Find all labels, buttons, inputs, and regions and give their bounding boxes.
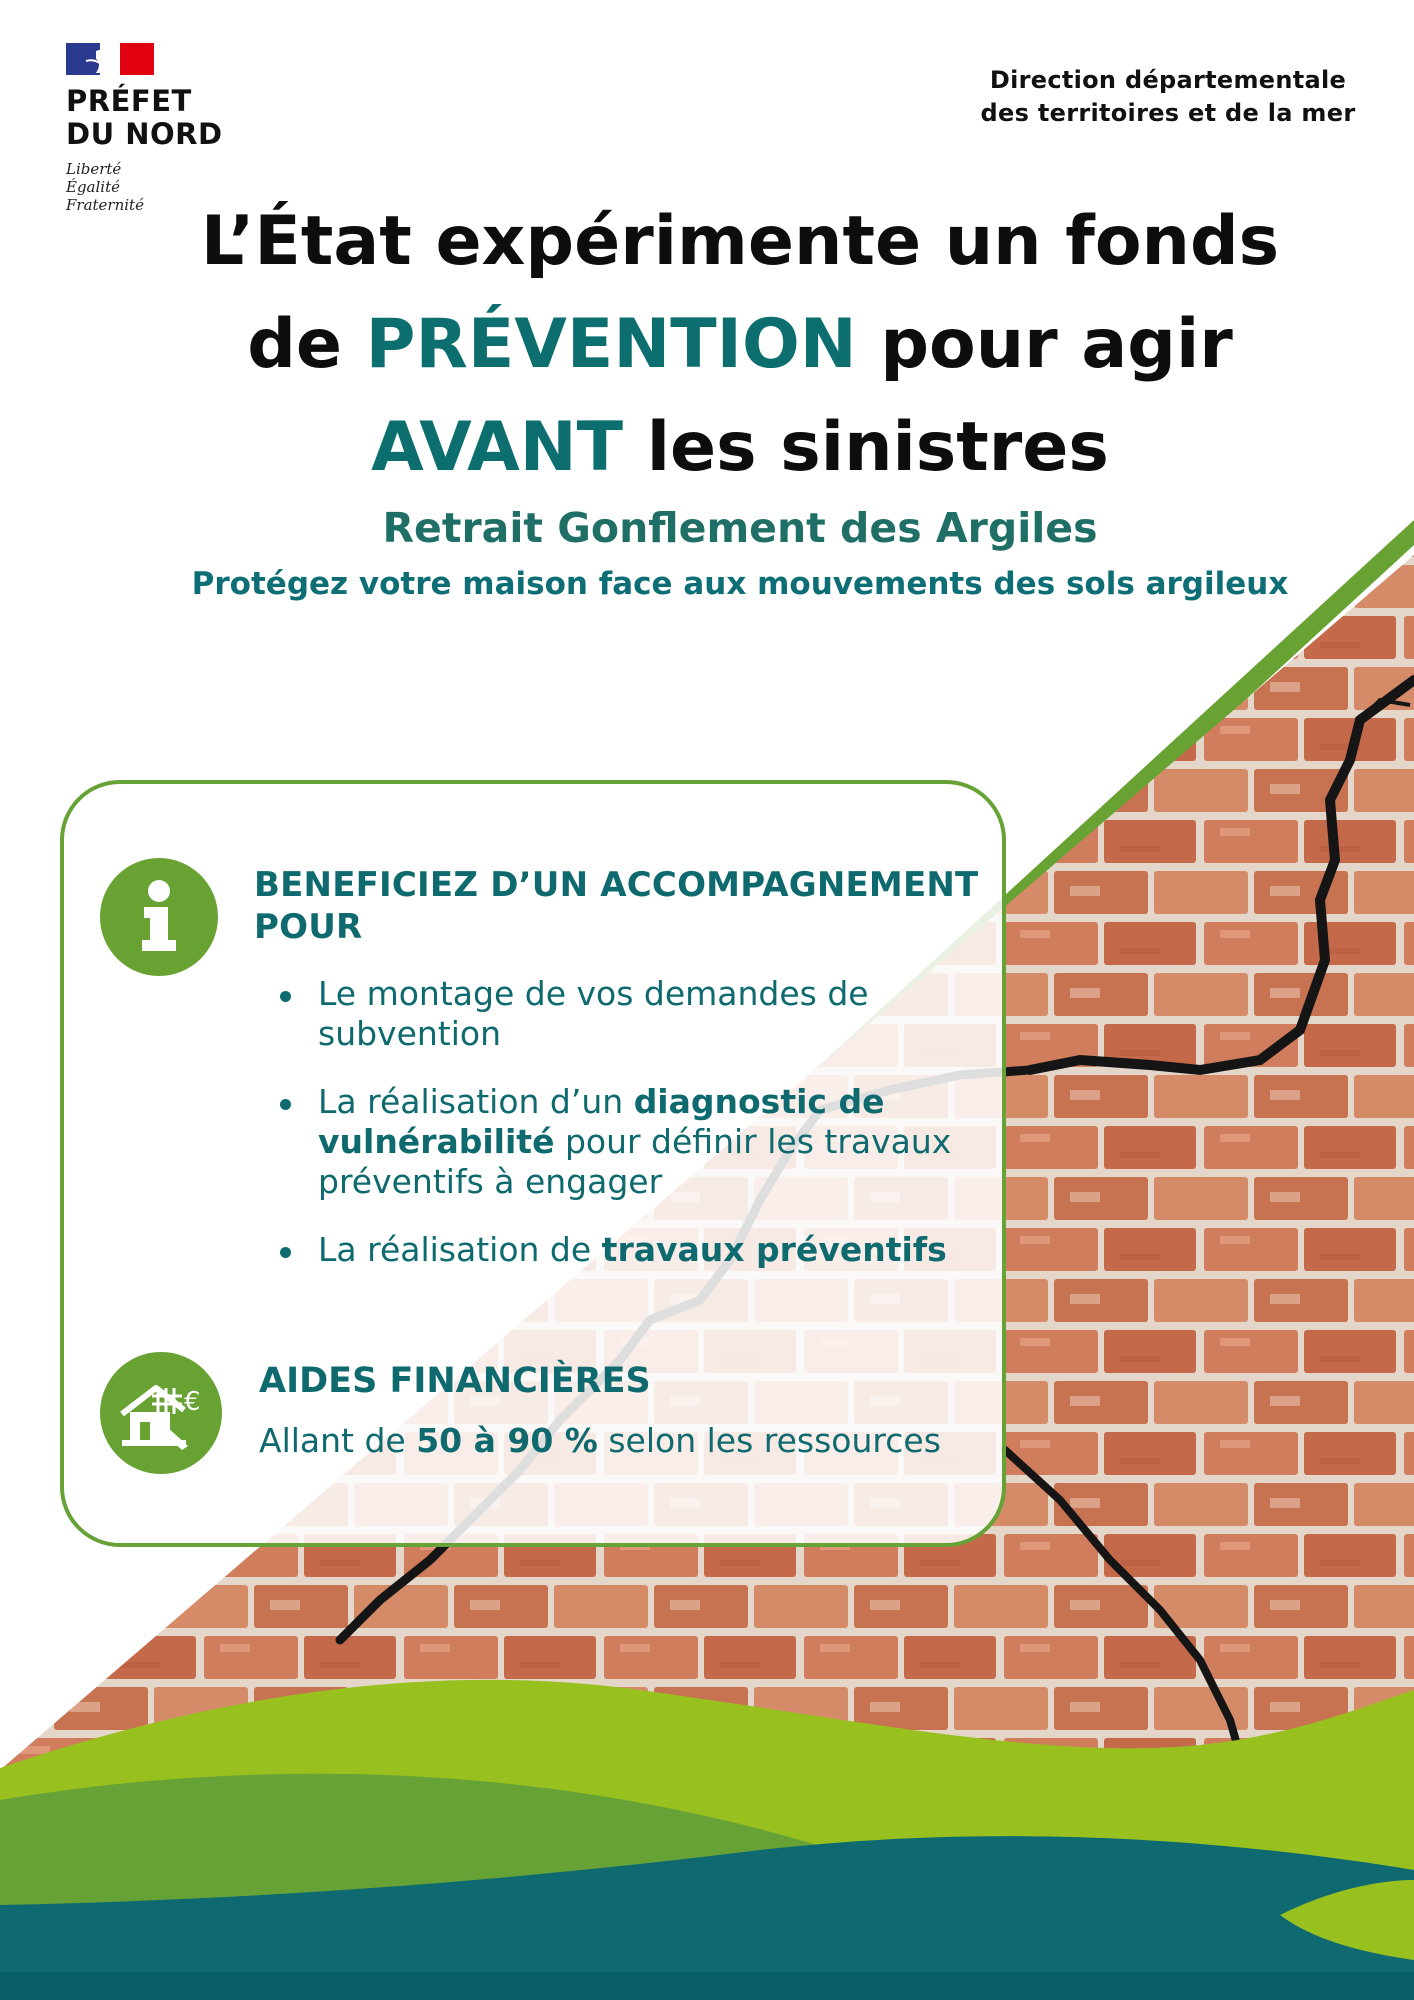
direction-line1: Direction départementale <box>989 66 1347 94</box>
marianne-flag-icon <box>66 43 154 75</box>
title-avant: AVANT <box>371 408 624 487</box>
section-aides-text <box>259 1419 979 1463</box>
list-item <box>280 1082 980 1202</box>
logo-title-line1: PRÉFET <box>66 84 192 118</box>
info-card <box>60 780 1006 1547</box>
aides-bold: 50 à 90 % <box>416 1421 598 1460</box>
accompagnement-list <box>280 974 980 1298</box>
subtitle: Retrait Gonflement des Argiles <box>382 504 1098 552</box>
bullet2-pre: La réalisation d’un <box>318 1082 634 1121</box>
title-line2-pre: de <box>247 305 366 384</box>
bullet2-bold: diagnostic de vulnérabilité <box>318 1082 885 1161</box>
page-title <box>120 190 1360 499</box>
bullet3-pre: La réalisation de <box>318 1230 602 1269</box>
title-line2 <box>120 293 1360 396</box>
aides-post: selon les ressources <box>597 1421 941 1460</box>
direction-label <box>958 64 1378 130</box>
bullet1-text: Le montage de vos demandes de subvention <box>318 974 869 1053</box>
title-line1: L’État expérimente un fonds <box>200 202 1280 281</box>
title-line3-post: les sinistres <box>623 408 1109 487</box>
motto-line2: Égalité <box>66 178 120 196</box>
house-euro-icon <box>100 1352 222 1474</box>
prefet-logo <box>66 43 266 214</box>
motto-line1: Liberté <box>66 160 122 178</box>
title-prevention: PRÉVENTION <box>365 305 857 384</box>
subline: Protégez votre maison face aux mouvements des sols argileux <box>191 566 1289 602</box>
logo-title <box>66 85 266 151</box>
list-item <box>280 1230 980 1270</box>
section-accompagnement-title: BENEFICIEZ D’UN ACCOMPAGNEMENT POUR <box>254 865 979 947</box>
motto-line3: Fraternité <box>66 196 144 214</box>
title-line2-post: pour agir <box>856 305 1233 384</box>
direction-line2: des territoires et de la mer <box>980 99 1356 127</box>
info-icon <box>100 858 218 976</box>
euro-symbol: € <box>184 1387 201 1417</box>
section-aides-title: AIDES FINANCIÈRES <box>259 1361 651 1401</box>
list-item <box>280 974 980 1054</box>
aides-pre: Allant de <box>259 1421 417 1460</box>
bullet3-bold: travaux préventifs <box>601 1230 947 1269</box>
bullet2-post: pour définir les travaux préventifs à engager <box>318 1122 952 1201</box>
logo-title-line2: DU NORD <box>66 117 223 151</box>
title-line3 <box>120 396 1360 499</box>
